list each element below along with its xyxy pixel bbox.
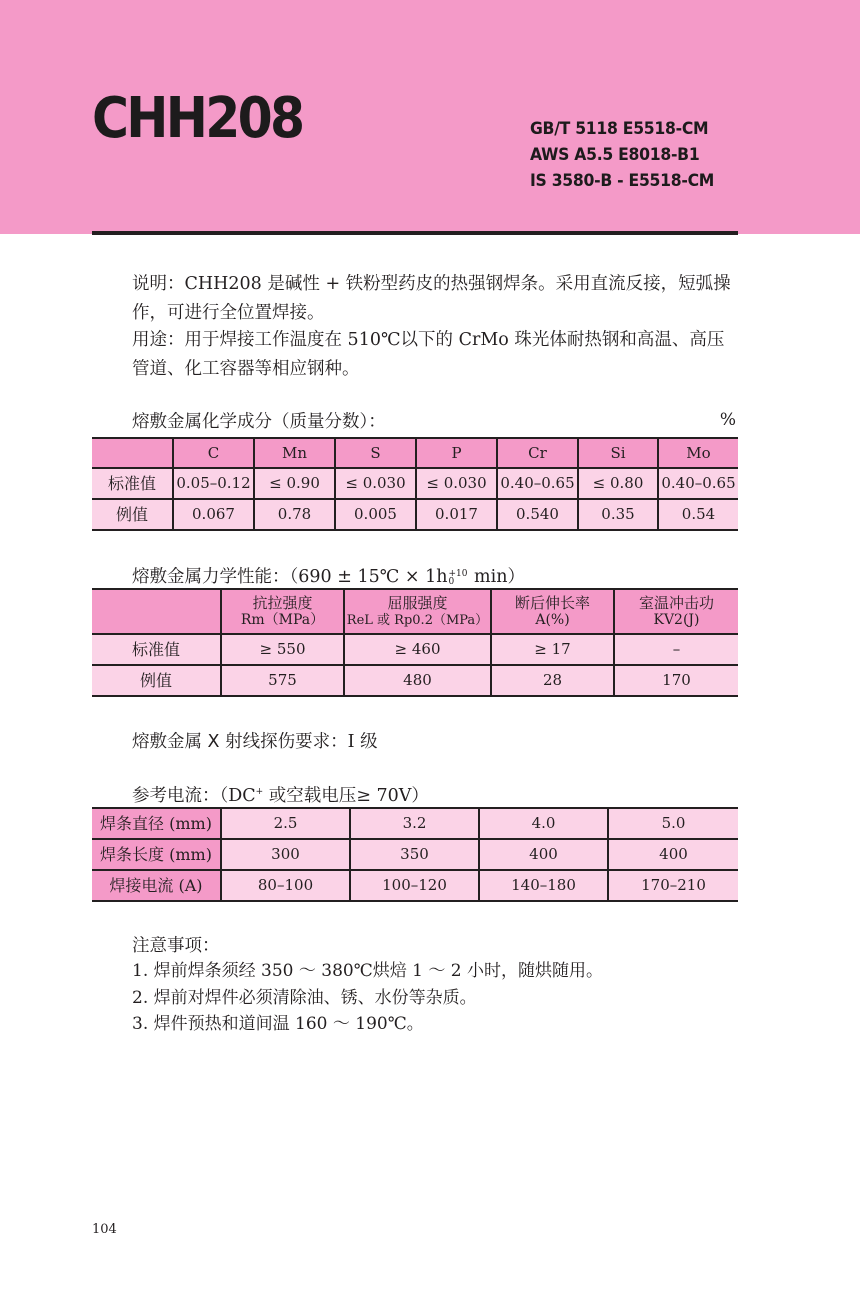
table-cell: – <box>614 634 738 665</box>
table-cell: 0.005 <box>335 499 416 530</box>
standard-is: IS 3580-B - E5518-CM <box>530 171 715 191</box>
header-unit: ReL 或 Rp0.2（MPa） <box>346 612 489 628</box>
header-line: 室温冲击功 <box>638 593 714 612</box>
condition-text: （DC <box>219 786 256 806</box>
table-cell: ≤ 0.030 <box>335 468 416 499</box>
table-cell: ≤ 0.80 <box>578 468 658 499</box>
table-cell: 170–210 <box>608 870 738 901</box>
usage-label: 用途： <box>132 330 185 350</box>
header-unit: KV2(J) <box>653 611 700 628</box>
row-label: 例值 <box>92 665 221 696</box>
table-cell: 0.017 <box>416 499 497 530</box>
table-cell: ≤ 0.90 <box>254 468 335 499</box>
table-header-cell: C <box>173 438 254 468</box>
table-cell: 480 <box>344 665 491 696</box>
tolerance-lower: 0 <box>448 576 455 587</box>
xray-requirement <box>132 728 378 753</box>
xray-title: 熔敷金属 X 射线探伤要求： <box>132 732 348 752</box>
list-item: 1. 焊前焊条须经 350 ～ 380℃烘焙 1 ～ 2 小时，随烘随用。 <box>132 961 603 981</box>
heat-treatment-condition <box>290 567 526 587</box>
table-header-cell <box>344 589 491 634</box>
table-cell: 5.0 <box>608 808 738 839</box>
table-cell: ≤ 0.030 <box>416 468 497 499</box>
mechanical-title-text: 熔敷金属力学性能： <box>132 567 290 587</box>
mechanical-title <box>132 563 525 588</box>
table-cell: 400 <box>479 839 608 870</box>
standard-gb: GB/T 5118 E5518-CM <box>530 119 709 139</box>
product-title: CHH208 <box>92 86 303 151</box>
table-cell: 28 <box>491 665 614 696</box>
header-unit: Rm（MPa） <box>240 611 325 628</box>
table-cell: 0.05–0.12 <box>173 468 254 499</box>
table-cell: 0.067 <box>173 499 254 530</box>
mechanical-table <box>92 588 738 697</box>
table-header-cell: Si <box>578 438 658 468</box>
chemical-title: 熔敷金属化学成分（质量分数）： <box>132 412 386 432</box>
table-header-cell: Cr <box>497 438 578 468</box>
current-title-text: 参考电流： <box>132 786 220 806</box>
row-label: 标准值 <box>92 634 221 665</box>
header-band <box>0 0 860 234</box>
standards-list <box>530 116 714 194</box>
table-cell: 350 <box>350 839 479 870</box>
table-cell: 170 <box>614 665 738 696</box>
description-paragraph <box>92 270 738 328</box>
page-number: 104 <box>92 1222 117 1237</box>
table-cell: 80–100 <box>221 870 350 901</box>
table-header-cell: Mn <box>254 438 335 468</box>
table-cell: 0.40–0.65 <box>497 468 578 499</box>
condition-text-end: min） <box>468 567 526 587</box>
table-cell: 100–120 <box>350 870 479 901</box>
table-cell: 0.54 <box>658 499 738 530</box>
polarity-sup: + <box>255 787 264 798</box>
list-item: 3. 焊件预热和道间温 160 ～ 190℃。 <box>132 1014 424 1034</box>
row-label: 标准值 <box>92 468 173 499</box>
current-title <box>132 782 429 807</box>
row-label: 焊接电流 (A) <box>92 870 221 901</box>
table-cell: 4.0 <box>479 808 608 839</box>
table-header-cell <box>221 589 344 634</box>
row-label: 焊条直径 (mm) <box>92 808 221 839</box>
notes-title: 注意事项： <box>132 936 220 956</box>
table-cell: 300 <box>221 839 350 870</box>
table-row <box>92 499 738 530</box>
table-row <box>92 468 738 499</box>
header-rule <box>92 231 738 235</box>
table-cell <box>92 589 221 634</box>
chemical-unit: % <box>719 410 736 430</box>
tolerance-stack <box>448 570 467 586</box>
row-label: 焊条长度 (mm) <box>92 839 221 870</box>
table-cell: 140–180 <box>479 870 608 901</box>
current-condition <box>220 786 429 806</box>
table-row <box>92 870 738 901</box>
table-header-cell: P <box>416 438 497 468</box>
table-cell: ≥ 17 <box>491 634 614 665</box>
table-cell: 0.540 <box>497 499 578 530</box>
table-row <box>92 839 738 870</box>
table-cell: 575 <box>221 665 344 696</box>
description-label: 说明： <box>132 274 185 294</box>
condition-text-end: 或空载电压≥ 70V） <box>263 786 429 806</box>
mechanical-header-row <box>92 589 738 634</box>
table-cell: ≥ 460 <box>344 634 491 665</box>
table-row <box>92 634 738 665</box>
table-cell: 2.5 <box>221 808 350 839</box>
table-cell: 0.40–0.65 <box>658 468 738 499</box>
header-line: 屈服强度 <box>387 593 448 612</box>
table-cell: ≥ 550 <box>221 634 344 665</box>
table-header-cell: Mo <box>658 438 738 468</box>
header-line: 抗拉强度 <box>252 593 313 612</box>
table-cell <box>92 438 173 468</box>
table-cell: 0.35 <box>578 499 658 530</box>
table-header-cell <box>614 589 738 634</box>
usage-paragraph <box>92 326 738 384</box>
description-text: CHH208 是碱性 + 铁粉型药皮的热强钢焊条。采用直流反接，短弧操作，可进行全位置焊接。 <box>132 274 731 323</box>
table-header-cell <box>491 589 614 634</box>
row-label: 例值 <box>92 499 173 530</box>
table-row <box>92 665 738 696</box>
tolerance-upper: +10 <box>448 568 468 579</box>
table-header-cell: S <box>335 438 416 468</box>
xray-value: I 级 <box>347 732 378 752</box>
notes-list <box>132 958 603 1038</box>
usage-text: 用于焊接工作温度在 510℃以下的 CrMo 珠光体耐热钢和高温、高压管道、化工容器等相应钢种。 <box>132 330 725 379</box>
table-cell: 0.78 <box>254 499 335 530</box>
condition-text: （690 ± 15℃ × 1h <box>289 567 448 587</box>
chemical-header-row <box>92 438 738 468</box>
current-table <box>92 807 738 902</box>
list-item: 2. 焊前对焊件必须清除油、锈、水份等杂质。 <box>132 987 477 1008</box>
chemical-table <box>92 437 738 531</box>
header-unit: A(%) <box>535 611 570 628</box>
standard-aws: AWS A5.5 E8018-B1 <box>530 145 700 165</box>
table-cell: 400 <box>608 839 738 870</box>
header-line: 断后伸长率 <box>514 593 590 612</box>
table-cell: 3.2 <box>350 808 479 839</box>
table-row <box>92 808 738 839</box>
